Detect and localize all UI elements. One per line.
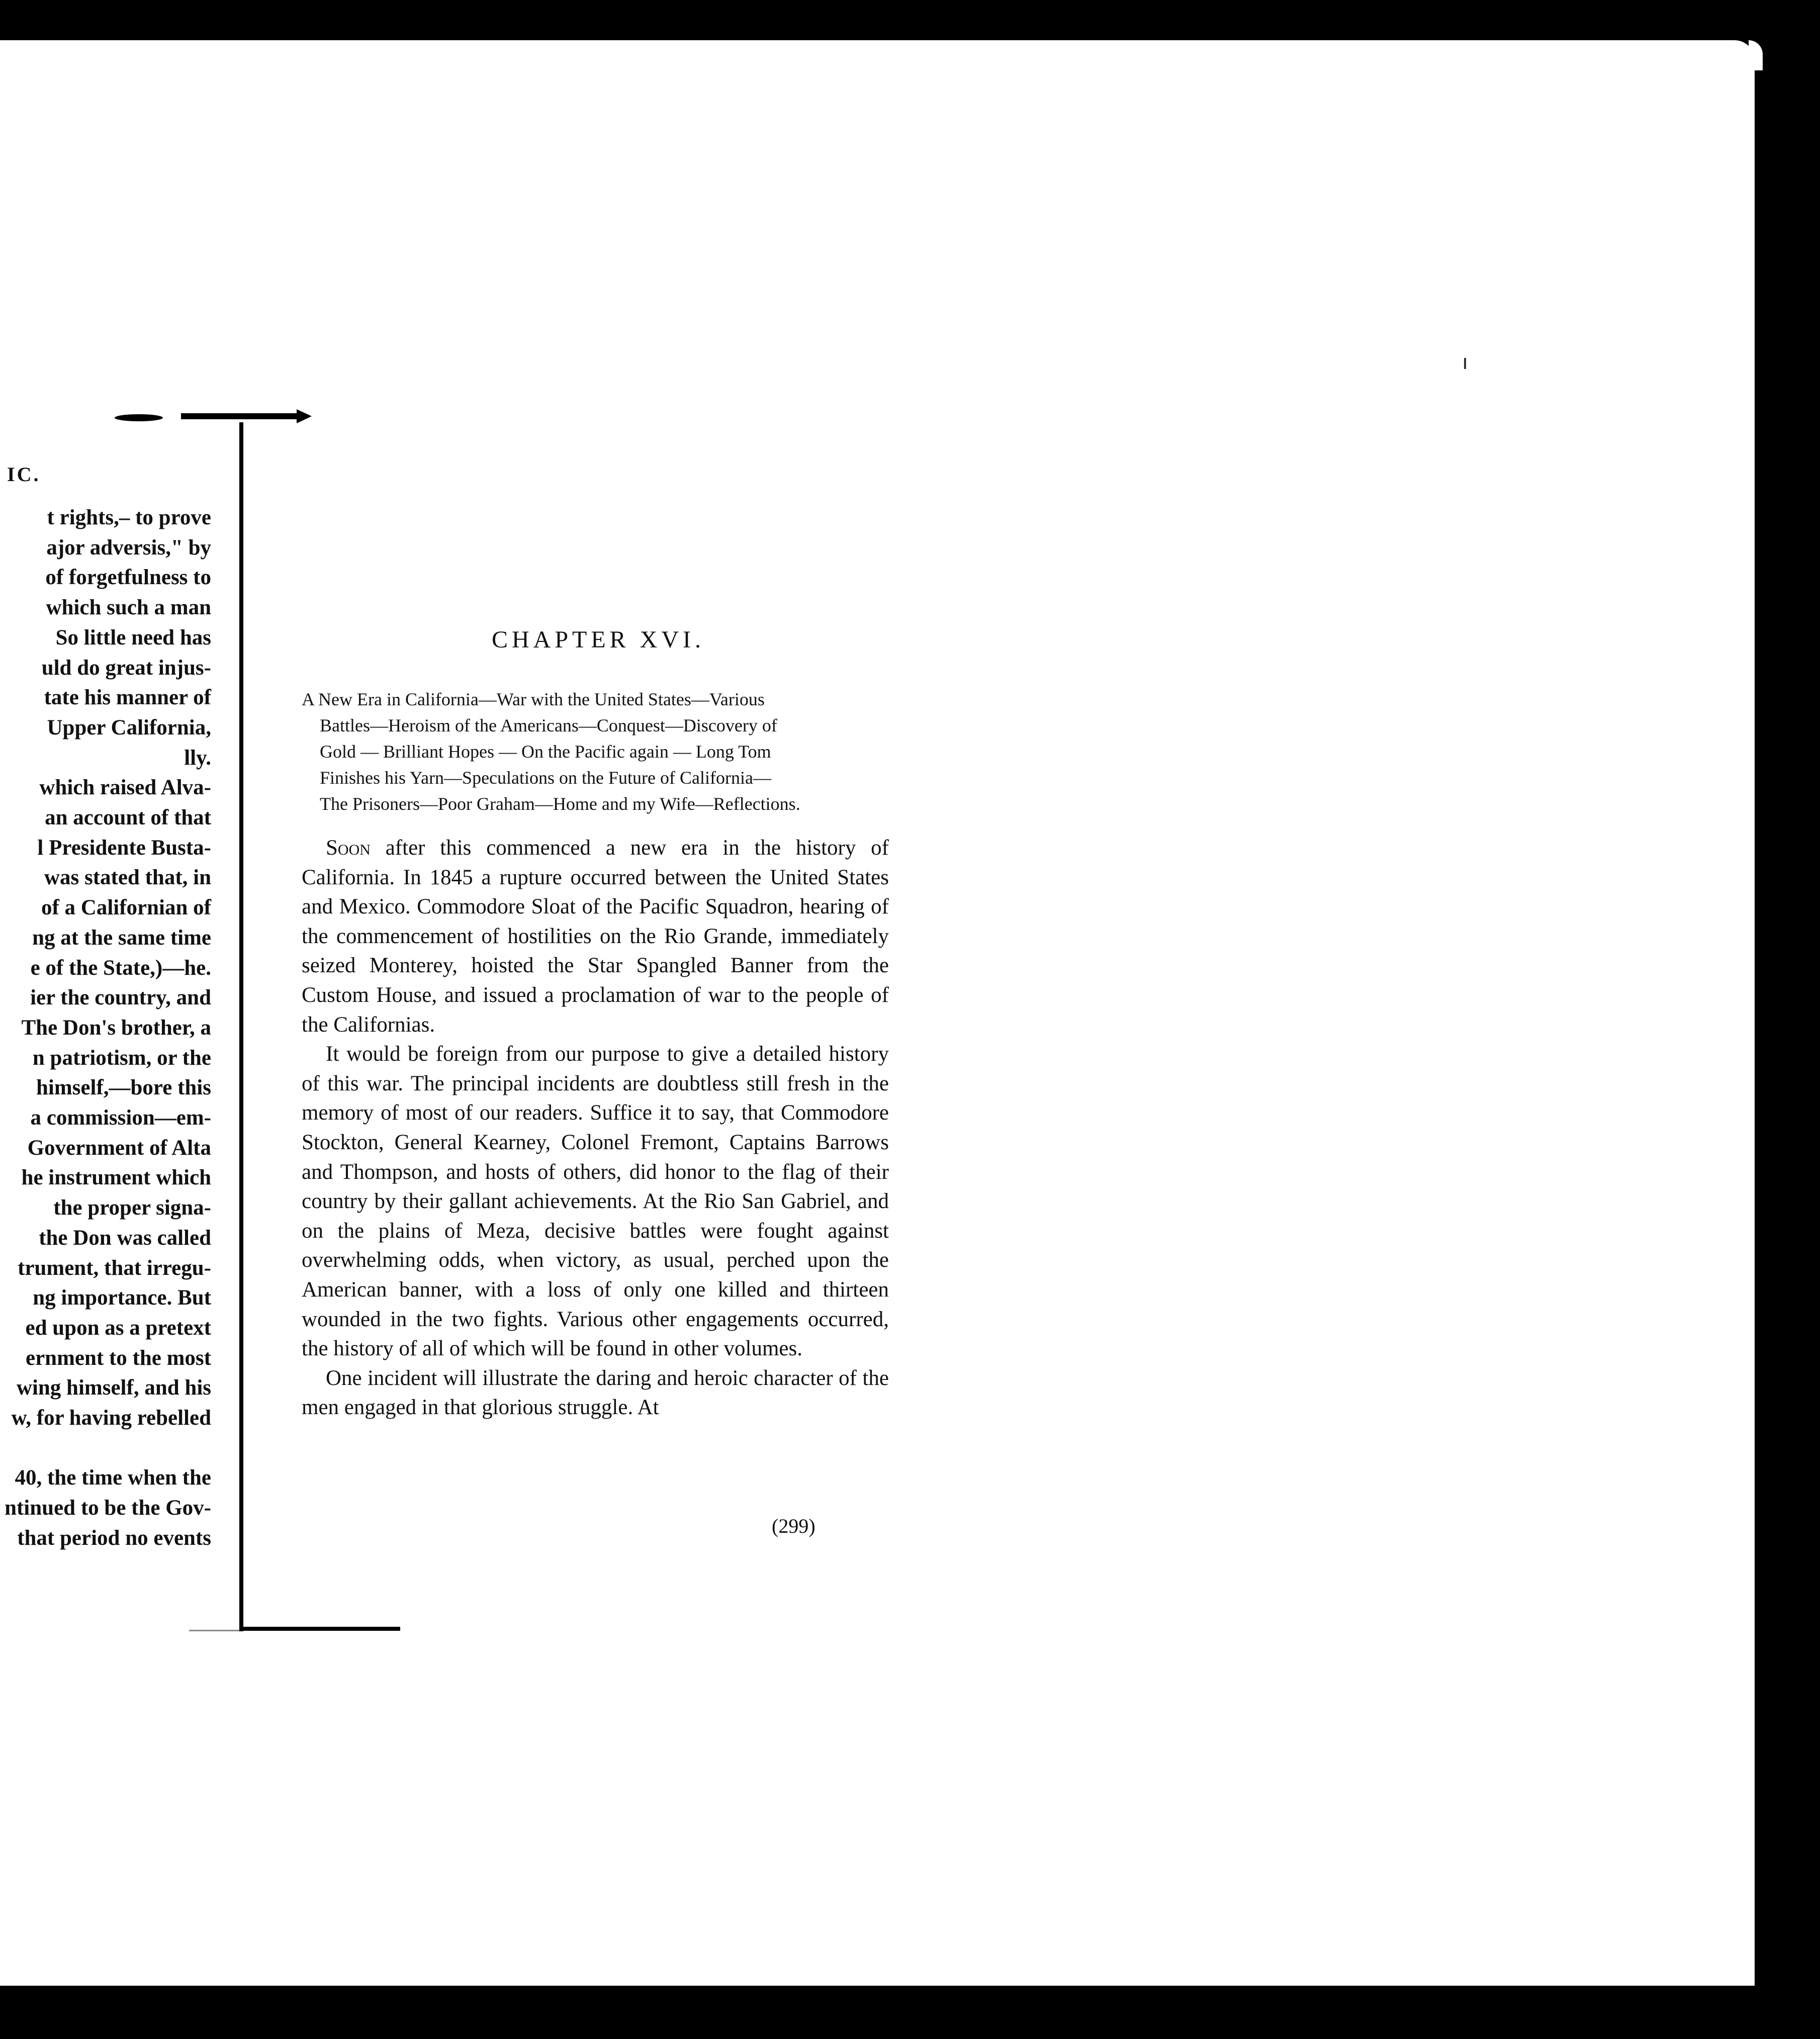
summary-line: A New Era in California—War with the United States—Various [302, 689, 765, 709]
chapter-summary [302, 686, 885, 817]
verso-line: The Don's brother, a [21, 1015, 211, 1040]
gutter-bottom-faint-rule [189, 1630, 239, 1631]
verso-line: ntinued to be the Gov- [5, 1496, 211, 1520]
gutter-smudge [115, 414, 163, 421]
verso-line: lly. [184, 746, 211, 770]
verso-line: which such a man [46, 596, 211, 620]
paragraph-1 [302, 833, 889, 1040]
verso-line: ng importance. But [33, 1286, 211, 1310]
summary-line: Finishes his Yarn—Speculations on the Future of California— [320, 768, 771, 788]
verso-line: himself,—bore this [36, 1076, 211, 1100]
verso-page-fragment [0, 0, 241, 2039]
verso-line: he instrument which [21, 1166, 211, 1190]
summary-line: Battles—Heroism of the Americans—Conquest—Discovery of [320, 715, 777, 735]
stray-mark [1464, 358, 1466, 369]
page-number: (299) [772, 1515, 815, 1537]
verso-line: Upper California, [47, 715, 211, 739]
verso-line: Government of Alta [27, 1136, 211, 1160]
verso-line: the proper signa- [53, 1196, 211, 1220]
verso-line: ng at the same time [32, 925, 211, 950]
verso-running-header: IC. [7, 463, 41, 486]
verso-line: ajor adversis," by [46, 535, 211, 560]
gutter-bottom-rule [239, 1627, 400, 1631]
paragraph-1-text: after this commenced a new era in the history of California. In 1845 a rupture occurred between the United States and Mexico. Commodore Sloat of the Pacific Squadron, hearing of the commencement of hostilities on the Rio Grande, immediately seized Monterey, hoisted the Star Spangled Banner from the Custom House, and issued a proclamation of war to the people of the Californias. [302, 836, 889, 1037]
verso-line: ed upon as a pretext [25, 1316, 211, 1340]
verso-line: that period no events [17, 1526, 211, 1550]
verso-line: ernment to the most [26, 1346, 211, 1370]
verso-line: trument, that irregu- [18, 1256, 211, 1280]
verso-line: 40, the time when the [15, 1466, 211, 1490]
drop-word: Soon [326, 836, 371, 860]
gutter-rule [239, 422, 243, 1631]
gutter-arrow-mark [297, 409, 312, 423]
verso-line: of a Californian of [41, 896, 211, 920]
verso-line: tate his manner of [44, 686, 211, 710]
summary-line: Gold — Brilliant Hopes — On the Pacific again — Long Tom [320, 742, 771, 762]
summary-line: The Prisoners—Poor Graham—Home and my Wife—Reflections. [320, 794, 800, 814]
verso-line: of forgetfulness to [45, 566, 211, 590]
chapter-body [302, 833, 889, 1423]
verso-line: l Presidente Busta- [37, 836, 211, 860]
verso-line: uld do great injus- [41, 656, 211, 680]
paragraph-3: One incident will illustrate the daring and heroic character of the men engaged in that glorious struggle. At [302, 1366, 889, 1420]
verso-line: ier the country, and [30, 986, 211, 1010]
verso-line: e of the State,)—he. [30, 956, 211, 980]
verso-line: t rights,– to prove [47, 506, 211, 529]
verso-line: wing himself, and his [16, 1376, 211, 1400]
paragraph-2: It would be foreign from our purpose to give a detailed history of this war. The principal incidents are doubtless still fresh in the memory of most of our readers. Suffice it to say, that Commodore Stockton, General Kearney, Colonel Fremont, Captains Barrows and Thompson, and hosts of others, did honor to the flag of their country by their gallant achievements. At the Rio San Gabriel, and on the plains of Meza, decisive battles were fought against overwhelming odds, when victory, as usual, perched upon the American banner, with a loss of only one killed and thirteen wounded in the two fights. Various other engagements occurred, the history of all of which will be found in other volumes. [302, 1042, 889, 1361]
verso-line: which raised Alva- [39, 776, 211, 800]
verso-line: w, for having rebelled [11, 1406, 211, 1430]
chapter-title: CHAPTER XVI. [491, 626, 705, 653]
binding-edge [1755, 40, 1775, 1986]
verso-line: was stated that, in [44, 866, 211, 890]
verso-line: So little need has [55, 625, 211, 650]
verso-line: an account of that [45, 806, 211, 829]
verso-line: a commission—em- [30, 1106, 211, 1130]
gutter-top-rule [181, 413, 302, 419]
verso-line: n patriotism, or the [32, 1046, 211, 1070]
verso-line: the Don was called [39, 1226, 211, 1250]
